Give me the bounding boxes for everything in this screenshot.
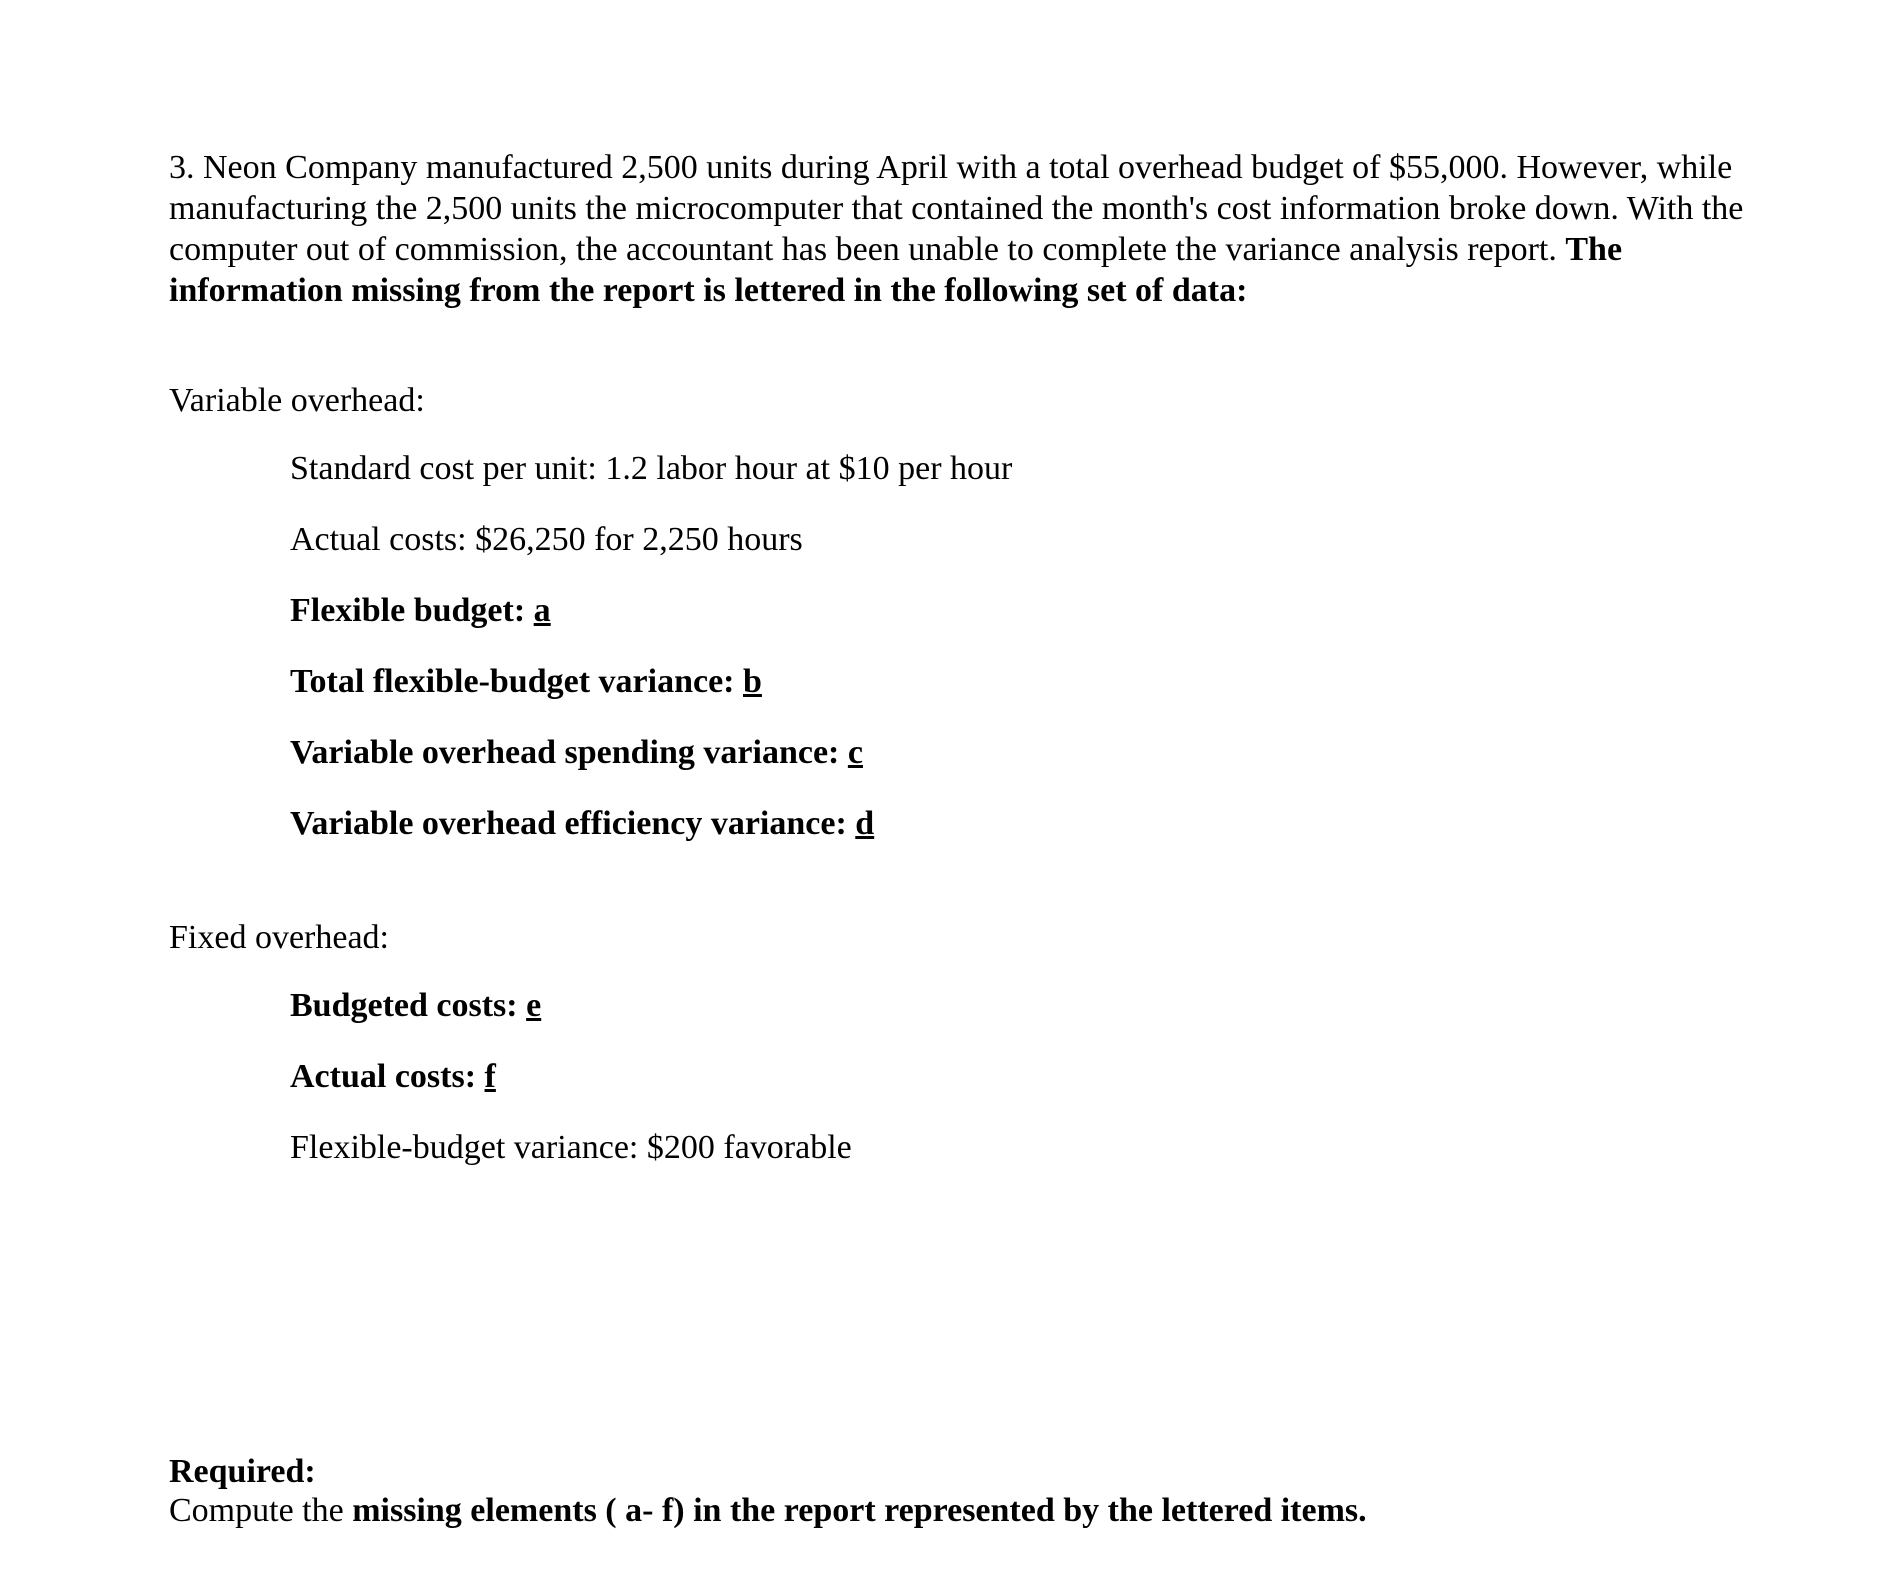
efficiency-variance-line	[290, 803, 874, 844]
actual-costs-line: Actual costs: $26,250 for 2,250 hours	[290, 521, 803, 558]
standard-cost-line: Standard cost per unit: 1.2 labor hour at $10 per hour	[290, 450, 1013, 487]
budgeted-costs-line	[290, 985, 541, 1026]
total-variance-line	[290, 661, 762, 702]
total-variance-letter: b	[743, 663, 762, 700]
fixed-flexible-variance-line: Flexible-budget variance: $200 favorable	[290, 1129, 852, 1166]
problem-intro-text: 3. Neon Company manufactured 2,500 units during April with a total overhead budget of $55,000. However, while manufacturing the 2,500 units the microcomputer that contained the month's cost information broke down. With the computer out of commission, the accountant has been unable to complete the variance analysis report.	[169, 149, 1744, 268]
required-heading: Required:	[169, 1453, 316, 1490]
total-variance-label: Total flexible-budget variance:	[290, 663, 743, 700]
budgeted-costs-label: Budgeted costs:	[290, 987, 527, 1024]
flexible-budget-line	[290, 590, 551, 631]
required-instruction	[169, 1490, 1367, 1531]
fixed-actual-costs-label: Actual costs:	[290, 1058, 485, 1095]
problem-intro-bold: The information missing from the report is lettered in the following set of data:	[169, 231, 1623, 309]
fixed-actual-costs-line	[290, 1056, 496, 1097]
flexible-budget-letter: a	[533, 592, 551, 629]
spending-variance-label: Variable overhead spending variance:	[290, 734, 848, 771]
flexible-budget-label: Flexible budget:	[290, 592, 534, 629]
required-instruction-bold: missing elements ( a- f) in the report represented by the lettered items.	[352, 1492, 1367, 1529]
problem-intro	[169, 147, 1769, 311]
variable-overhead-heading: Variable overhead:	[169, 382, 425, 419]
efficiency-variance-letter: d	[855, 805, 875, 842]
efficiency-variance-label: Variable overhead efficiency variance:	[290, 805, 856, 842]
spending-variance-line	[290, 732, 863, 773]
budgeted-costs-letter: e	[526, 987, 542, 1024]
fixed-overhead-heading: Fixed overhead:	[169, 919, 389, 956]
required-instruction-text: Compute the	[169, 1492, 353, 1529]
spending-variance-letter: c	[847, 734, 863, 771]
fixed-actual-costs-letter: f	[484, 1058, 496, 1095]
